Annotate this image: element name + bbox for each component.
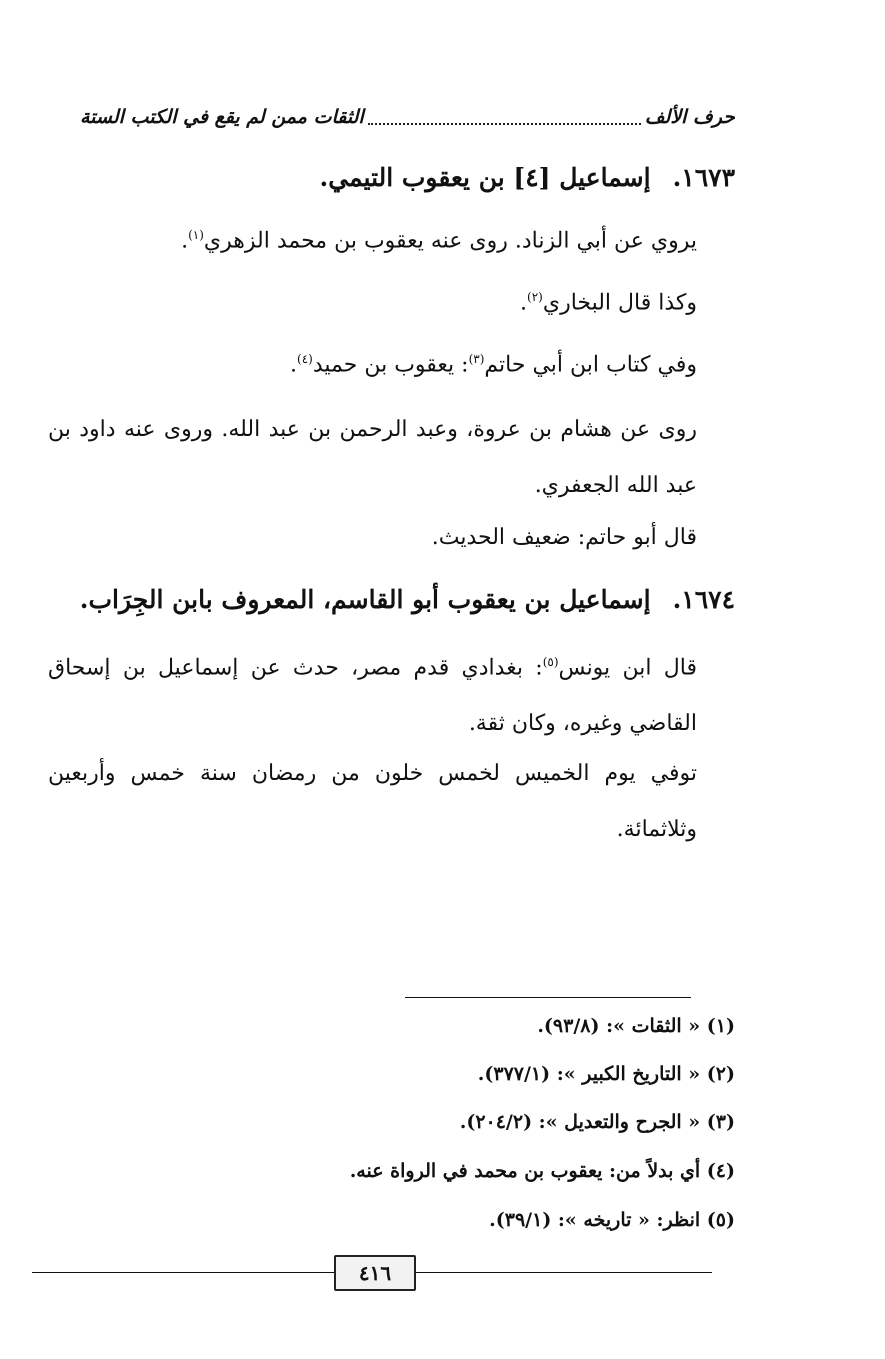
entry-1673-title: إسماعيل [٤] بن يعقوب التيمي. — [319, 163, 651, 192]
footnote-4: (٤) أي بدلاً من: يعقوب بن محمد في الرواة عنه. — [349, 1160, 735, 1182]
footnote-ref-2[interactable]: (٢) — [527, 290, 543, 304]
entry-1674-para-1-text-a: قال ابن يونس — [558, 655, 697, 681]
footnote-3: (٣) « الجرح والتعديل »: (٢٠٤/٢). — [459, 1111, 735, 1133]
entry-1673-para-1 — [48, 228, 735, 253]
entry-1673-para-5: قال أبو حاتم: ضعيف الحديث. — [431, 525, 697, 550]
entry-1673-para-2-text: وكذا قال البخاري — [542, 290, 697, 316]
entry-1674-title: إسماعيل بن يعقوب أبو القاسم، المعروف بابن الجِرَاب. — [79, 585, 651, 614]
footnote-ref-4[interactable]: (٤) — [297, 352, 313, 366]
entry-1673-number: ١٦٧٣. — [672, 163, 735, 192]
footnote-ref-5[interactable]: (٥) — [542, 655, 559, 669]
entry-1673-para-2 — [48, 290, 735, 315]
entry-1673-para-3 — [48, 352, 735, 377]
footnote-2: (٢) « التاريخ الكبير »: (٣٧٧/١). — [477, 1063, 735, 1085]
period: . — [181, 228, 189, 254]
footnote-separator — [405, 997, 691, 998]
header-chapter: حرف الألف — [644, 106, 735, 128]
bottom-rule-left — [32, 1272, 334, 1273]
footnote-5: (٥) انظر: « تاريخه »: (٣٩/١). — [489, 1209, 735, 1231]
footnote-1: (١) « الثقات »: (٩٣/٨). — [537, 1015, 735, 1037]
entry-1673-heading — [48, 163, 735, 192]
entry-1674-heading — [48, 585, 735, 614]
bottom-rule-right — [416, 1272, 712, 1273]
period: . — [520, 290, 528, 316]
header-dots — [368, 109, 641, 125]
header-book-title: الثقات ممن لم يقع في الكتب الستة — [80, 106, 364, 128]
footnote-ref-3[interactable]: (٣) — [468, 352, 485, 366]
entry-1673-para-3-text-a: وفي كتاب ابن أبي حاتم — [484, 352, 697, 378]
entry-1674-para-1-text-b: : بغدادي قدم مصر، حدث عن إسماعيل بن إسحاق القاضي وغيره، وكان ثقة. — [48, 655, 697, 737]
entry-1673-para-1-text: يروي عن أبي الزناد. روى عنه يعقوب بن محمد الزهري — [203, 228, 697, 254]
entry-1674-number: ١٦٧٤. — [672, 585, 735, 614]
entry-1673-para-4: روى عن هشام بن عروة، وعبد الرحمن بن عبد الله. وروى عنه داود بن عبد الله الجعفري. — [48, 417, 697, 498]
period: . — [290, 352, 298, 378]
page-number: ٤١٦ — [334, 1255, 416, 1291]
footnote-ref-1[interactable]: (١) — [188, 228, 204, 242]
entry-1674-para-1 — [48, 634, 735, 752]
entry-1674-para-2: توفي يوم الخميس لخمس خلون من رمضان سنة خمس وأربعين وثلاثمائة. — [48, 761, 697, 842]
entry-1673-para-3-text-b: : يعقوب بن حميد — [312, 352, 469, 378]
running-header — [80, 100, 735, 134]
